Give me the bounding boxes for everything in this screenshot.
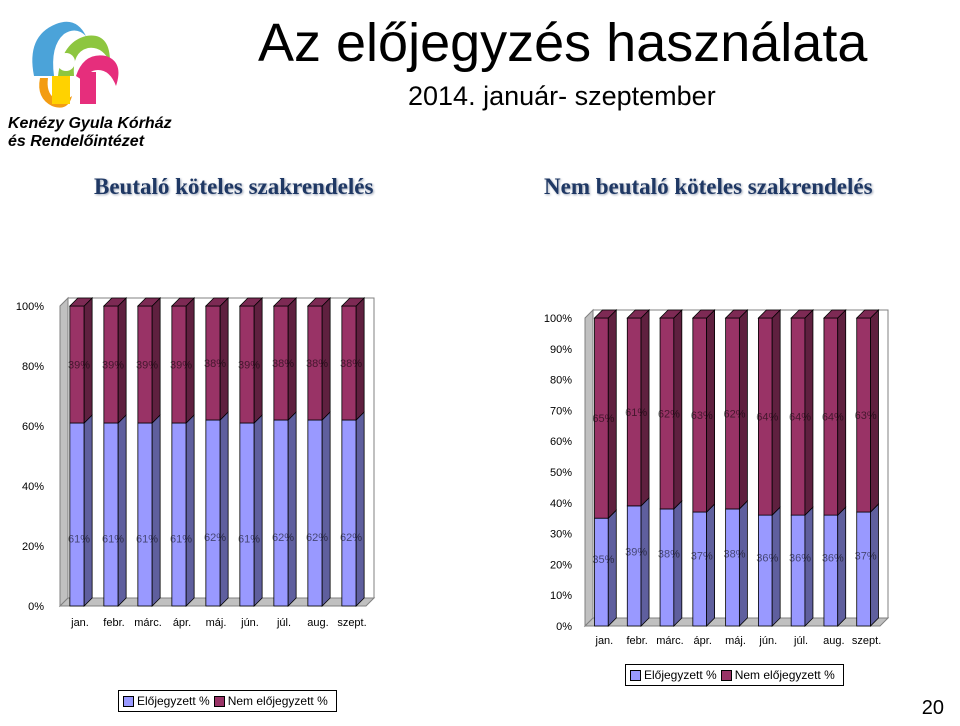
data-label: 39% <box>625 546 648 559</box>
bar-side <box>118 415 126 606</box>
data-label: 64% <box>789 411 812 424</box>
x-tick-label: jan. <box>71 617 89 629</box>
bar-segment <box>824 515 838 626</box>
data-label: 63% <box>854 410 877 423</box>
x-tick-label: aug. <box>823 635 845 647</box>
bar-side <box>186 415 194 606</box>
bar-side <box>152 415 160 606</box>
chart-side-wall <box>60 298 68 606</box>
y-tick-label: 100% <box>543 313 572 325</box>
bar-side <box>838 507 846 626</box>
bar-segment <box>104 423 118 606</box>
data-label: 62% <box>305 532 329 545</box>
legend-swatch <box>630 670 641 681</box>
data-label: 37% <box>854 550 877 563</box>
bar-segment <box>70 423 84 606</box>
data-label: 39% <box>237 359 261 372</box>
data-label: 35% <box>592 554 615 567</box>
bar-segment <box>206 420 220 606</box>
bar-side <box>772 507 780 626</box>
y-tick-label: 20% <box>549 559 572 572</box>
y-tick-label: 60% <box>549 436 572 449</box>
x-tick-label: ápr. <box>693 635 712 647</box>
data-label: 64% <box>821 411 844 424</box>
bar-side <box>707 504 715 626</box>
legend-swatch <box>214 696 225 707</box>
bar-segment <box>595 518 609 626</box>
page-subtitle: 2014. január- szeptember <box>408 81 716 111</box>
legend-label: Nem előjegyzett % <box>227 694 328 708</box>
hospital-logo <box>6 6 172 150</box>
data-label: 36% <box>821 552 844 565</box>
bar-side <box>805 507 813 626</box>
x-tick-label: jún. <box>241 617 259 629</box>
legend-item-elojegyzett <box>123 694 210 708</box>
y-tick-label: 60% <box>21 421 44 433</box>
data-label: 64% <box>756 411 779 424</box>
bar-side <box>870 504 878 626</box>
data-label: 37% <box>690 550 713 563</box>
right-section-heading: Nem beutaló köteles szakrendelés <box>544 174 873 199</box>
x-tick-label: máj. <box>205 617 227 629</box>
legend-label: Nem előjegyzett % <box>734 668 835 682</box>
bar-segment <box>693 512 707 626</box>
legend-item-elojegyzett <box>630 668 717 682</box>
data-label: 61% <box>67 533 91 546</box>
chart-side-wall <box>585 310 593 626</box>
right-chart <box>515 300 960 655</box>
legend-swatch <box>123 696 134 707</box>
data-label: 38% <box>271 358 295 370</box>
y-tick-label: 40% <box>21 481 44 493</box>
data-label: 38% <box>723 548 746 561</box>
x-tick-label: szept. <box>337 617 367 629</box>
x-tick-label: febr. <box>626 635 648 647</box>
data-label: 63% <box>690 410 713 423</box>
x-tick-label: máj. <box>725 635 746 647</box>
y-tick-label: 80% <box>549 374 572 387</box>
bar-side <box>674 501 682 626</box>
data-label: 62% <box>203 532 227 545</box>
x-tick-label: aug. <box>307 617 329 629</box>
y-tick-label: 30% <box>549 528 572 541</box>
logo-text-line2: és Rendelőintézet <box>8 133 145 150</box>
left-chart <box>0 280 432 640</box>
bar-side <box>739 501 747 626</box>
data-label: 39% <box>169 359 193 372</box>
page-title: Az előjegyzés használata <box>258 13 868 73</box>
y-tick-label: 90% <box>549 343 572 356</box>
data-label: 62% <box>339 532 363 545</box>
bar-side <box>220 412 228 606</box>
data-label: 38% <box>203 358 227 370</box>
bar-segment <box>342 420 356 606</box>
bar-segment <box>274 420 288 606</box>
data-label: 36% <box>789 552 812 565</box>
data-label: 39% <box>101 359 125 372</box>
y-tick-label: 50% <box>549 467 572 479</box>
right-chart-svg <box>515 300 960 655</box>
data-label: 38% <box>339 358 363 370</box>
right-chart-legend <box>625 664 844 686</box>
x-tick-label: júl. <box>276 617 292 629</box>
left-chart-svg <box>0 280 432 640</box>
y-tick-label: 100% <box>15 301 44 313</box>
bar-side <box>641 498 649 626</box>
data-label: 61% <box>237 533 261 546</box>
x-tick-label: márc. <box>134 617 162 629</box>
bar-side <box>254 415 262 606</box>
bar-segment <box>240 423 254 606</box>
bar-side <box>608 510 616 626</box>
legend-item-nem-elojegyzett <box>721 668 835 682</box>
logo-icon <box>6 6 172 150</box>
logo-text-line1: Kenézy Gyula Kórház <box>8 115 172 132</box>
bar-side <box>356 412 364 606</box>
y-tick-label: 70% <box>549 405 572 418</box>
x-tick-label: febr. <box>103 617 125 629</box>
data-label: 61% <box>135 533 159 546</box>
data-label: 65% <box>592 413 615 426</box>
x-tick-label: szept. <box>851 635 882 647</box>
bar-segment <box>308 420 322 606</box>
x-tick-label: jún. <box>759 635 778 647</box>
left-chart-legend <box>118 690 337 712</box>
bar-segment <box>758 515 772 626</box>
data-label: 61% <box>101 533 125 546</box>
page-number: 20 <box>921 697 944 719</box>
data-label: 38% <box>657 548 680 561</box>
legend-swatch <box>721 670 732 681</box>
bar-segment <box>660 509 674 626</box>
y-tick-label: 0% <box>28 601 44 613</box>
bar-segment <box>172 423 186 606</box>
legend-label: Előjegyzett % <box>137 694 210 708</box>
bar-segment <box>791 515 805 626</box>
legend-item-nem-elojegyzett <box>214 694 328 708</box>
bar-side <box>288 412 296 606</box>
data-label: 39% <box>135 359 159 372</box>
y-tick-label: 40% <box>549 497 572 510</box>
bar-segment <box>726 509 740 626</box>
data-label: 36% <box>756 552 779 565</box>
data-label: 61% <box>625 406 648 419</box>
bar-side <box>322 412 330 606</box>
bar-segment <box>627 506 641 626</box>
y-tick-label: 10% <box>549 590 572 603</box>
data-label: 62% <box>657 408 680 421</box>
data-label: 39% <box>67 359 91 372</box>
bar-segment <box>857 512 871 626</box>
y-tick-label: 80% <box>21 361 44 373</box>
bar-segment <box>138 423 152 606</box>
x-tick-label: márc. <box>656 635 684 647</box>
x-tick-label: ápr. <box>172 617 192 629</box>
legend-label: Előjegyzett % <box>644 668 717 682</box>
y-tick-label: 0% <box>556 621 572 633</box>
y-tick-label: 20% <box>21 541 44 553</box>
left-section-heading: Beutaló köteles szakrendelés <box>94 174 374 199</box>
data-label: 38% <box>305 358 329 370</box>
data-label: 62% <box>723 408 746 421</box>
data-label: 62% <box>271 532 295 545</box>
bar-side <box>84 415 92 606</box>
x-tick-label: júl. <box>794 635 809 647</box>
x-tick-label: jan. <box>595 635 614 647</box>
data-label: 61% <box>169 533 193 546</box>
